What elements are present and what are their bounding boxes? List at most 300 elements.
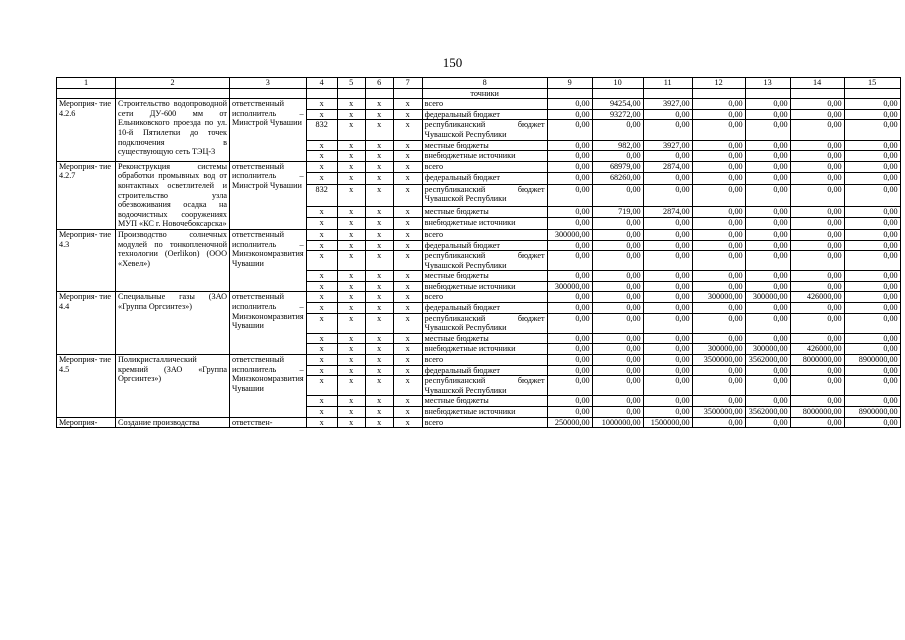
value-cell: 0,00 xyxy=(692,161,745,173)
source-cell: всего xyxy=(422,99,547,110)
value-cell: 982,00 xyxy=(592,140,643,151)
description-cell: Реконструкция системы обработки промывных вод от контактных осветлителей и строительство узла обезвоживания осадка на водоочистных сооружениях МУП «КС г. Новочебоксарска» xyxy=(116,161,230,229)
code-cell: x xyxy=(393,417,422,428)
value-cell: 0,00 xyxy=(790,417,844,428)
value-cell: 0,00 xyxy=(547,99,592,110)
executor-cell: ответственный исполнитель – Минэкономразвития Чувашии xyxy=(230,355,307,418)
code-cell: x xyxy=(337,151,365,162)
code-cell: x xyxy=(337,109,365,120)
value-cell: 0,00 xyxy=(547,251,592,271)
value-cell: 0,00 xyxy=(592,333,643,344)
header-cell: 11 xyxy=(643,78,692,89)
value-cell: 0,00 xyxy=(745,99,790,110)
measure-cell: Мероприя- тие 4.2.7 xyxy=(57,161,116,229)
table-row xyxy=(57,417,901,428)
header-cell: 2 xyxy=(116,78,230,89)
value-cell: 0,00 xyxy=(643,240,692,251)
value-cell: 0,00 xyxy=(790,229,844,240)
code-cell: x xyxy=(306,303,337,314)
value-cell: 0,00 xyxy=(790,206,844,218)
empty-cell xyxy=(547,88,592,99)
code-cell: x xyxy=(337,140,365,151)
value-cell: 0,00 xyxy=(790,313,844,333)
code-cell: x xyxy=(306,333,337,344)
value-cell: 300000,00 xyxy=(692,292,745,303)
value-cell: 0,00 xyxy=(692,271,745,282)
value-cell: 93272,00 xyxy=(592,109,643,120)
value-cell: 300000,00 xyxy=(547,281,592,292)
description-cell: Строительство водопроводной сети ДУ-600 мм от Ельниковского проезда по ул. 10-й Пятилетки до точек подключения в существующую сеть ТЭЦ-3 xyxy=(116,99,230,162)
empty-cell xyxy=(643,88,692,99)
value-cell: 0,00 xyxy=(745,173,790,185)
value-cell: 0,00 xyxy=(844,109,900,120)
value-cell: 68260,00 xyxy=(592,173,643,185)
description-cell: Создание производства xyxy=(116,417,230,428)
code-cell: x xyxy=(337,417,365,428)
value-cell: 0,00 xyxy=(692,376,745,396)
value-cell: 0,00 xyxy=(790,376,844,396)
empty-cell xyxy=(365,88,393,99)
value-cell: 0,00 xyxy=(547,396,592,407)
value-cell: 0,00 xyxy=(745,281,790,292)
code-cell: x xyxy=(337,120,365,140)
code-cell: x xyxy=(365,281,393,292)
value-cell: 0,00 xyxy=(790,365,844,376)
value-cell: 0,00 xyxy=(790,396,844,407)
code-cell: x xyxy=(306,109,337,120)
value-cell: 300000,00 xyxy=(745,344,790,355)
source-cell: республиканский бюджет Чувашской Республики xyxy=(422,251,547,271)
code-cell: x xyxy=(393,365,422,376)
code-cell: x xyxy=(337,173,365,185)
header-cell: 14 xyxy=(790,78,844,89)
code-cell: x xyxy=(306,251,337,271)
value-cell: 0,00 xyxy=(844,240,900,251)
value-cell: 0,00 xyxy=(547,355,592,366)
value-cell: 0,00 xyxy=(844,344,900,355)
value-cell: 2874,00 xyxy=(643,206,692,218)
value-cell: 0,00 xyxy=(844,206,900,218)
source-cell: внебюджетные источники xyxy=(422,344,547,355)
value-cell: 0,00 xyxy=(844,365,900,376)
value-cell: 0,00 xyxy=(692,303,745,314)
source-cell: местные бюджеты xyxy=(422,206,547,218)
value-cell: 0,00 xyxy=(692,229,745,240)
value-cell: 0,00 xyxy=(547,303,592,314)
code-cell: x xyxy=(393,303,422,314)
source-cell: всего xyxy=(422,417,547,428)
value-cell: 0,00 xyxy=(592,365,643,376)
value-cell: 0,00 xyxy=(592,303,643,314)
empty-cell xyxy=(116,88,230,99)
value-cell: 1000000,00 xyxy=(592,417,643,428)
value-cell: 0,00 xyxy=(592,407,643,418)
code-cell: x xyxy=(306,271,337,282)
value-cell: 0,00 xyxy=(643,365,692,376)
value-cell: 0,00 xyxy=(643,218,692,230)
empty-cell xyxy=(337,88,365,99)
value-cell: 0,00 xyxy=(547,173,592,185)
value-cell: 0,00 xyxy=(592,344,643,355)
code-cell: x xyxy=(306,417,337,428)
budget-table xyxy=(56,77,901,428)
value-cell: 0,00 xyxy=(692,173,745,185)
code-cell: x xyxy=(365,313,393,333)
empty-cell xyxy=(230,88,307,99)
value-cell: 0,00 xyxy=(790,184,844,206)
value-cell: 0,00 xyxy=(745,251,790,271)
measure-cell: Мероприя- тие 4.5 xyxy=(57,355,116,418)
empty-cell xyxy=(57,88,116,99)
page-number: 150 xyxy=(442,55,463,70)
value-cell: 0,00 xyxy=(643,376,692,396)
code-cell: x xyxy=(393,376,422,396)
source-cell: республиканский бюджет Чувашской Республики xyxy=(422,376,547,396)
value-cell: 3927,00 xyxy=(643,140,692,151)
value-cell: 8900000,00 xyxy=(844,407,900,418)
code-cell: x xyxy=(306,281,337,292)
value-cell: 426000,00 xyxy=(790,344,844,355)
code-cell: x xyxy=(365,344,393,355)
code-cell: x xyxy=(393,99,422,110)
source-cell: федеральный бюджет xyxy=(422,365,547,376)
code-cell: x xyxy=(365,355,393,366)
value-cell: 0,00 xyxy=(547,161,592,173)
header-cell: 5 xyxy=(337,78,365,89)
code-cell: x xyxy=(365,271,393,282)
value-cell: 0,00 xyxy=(592,151,643,162)
code-cell: x xyxy=(393,281,422,292)
header-cell: 4 xyxy=(306,78,337,89)
value-cell: 0,00 xyxy=(790,140,844,151)
value-cell: 0,00 xyxy=(790,281,844,292)
value-cell: 0,00 xyxy=(547,151,592,162)
code-cell: x xyxy=(306,292,337,303)
code-cell: x xyxy=(337,344,365,355)
value-cell: 0,00 xyxy=(790,303,844,314)
code-cell: x xyxy=(365,109,393,120)
header-cell: 15 xyxy=(844,78,900,89)
description-cell: Производство солнечных модулей по тонкопленочной технологии (Oerlikon) (ООО «Хевел») xyxy=(116,229,230,292)
value-cell: 0,00 xyxy=(592,120,643,140)
empty-cell xyxy=(692,88,745,99)
value-cell: 0,00 xyxy=(745,184,790,206)
value-cell: 8900000,00 xyxy=(844,355,900,366)
table-row xyxy=(57,161,901,173)
source-cell: федеральный бюджет xyxy=(422,173,547,185)
value-cell: 3927,00 xyxy=(643,99,692,110)
code-cell: x xyxy=(306,173,337,185)
code-cell: x xyxy=(365,407,393,418)
value-cell: 0,00 xyxy=(844,140,900,151)
code-cell: x xyxy=(365,140,393,151)
header-cell: 10 xyxy=(592,78,643,89)
value-cell: 0,00 xyxy=(790,333,844,344)
code-cell: x xyxy=(337,218,365,230)
value-cell: 0,00 xyxy=(745,313,790,333)
code-cell: x xyxy=(365,240,393,251)
value-cell: 0,00 xyxy=(745,333,790,344)
measure-cell: Мероприя- xyxy=(57,417,116,428)
value-cell: 0,00 xyxy=(790,251,844,271)
code-cell: x xyxy=(393,292,422,303)
value-cell: 0,00 xyxy=(844,120,900,140)
code-cell: x xyxy=(393,333,422,344)
code-cell: x xyxy=(365,173,393,185)
value-cell: 0,00 xyxy=(692,151,745,162)
value-cell: 0,00 xyxy=(844,281,900,292)
value-cell: 0,00 xyxy=(643,271,692,282)
code-cell: x xyxy=(393,396,422,407)
value-cell: 0,00 xyxy=(745,229,790,240)
value-cell: 0,00 xyxy=(844,218,900,230)
table-row xyxy=(57,292,901,303)
value-cell: 0,00 xyxy=(592,240,643,251)
code-cell: x xyxy=(337,229,365,240)
table-row xyxy=(57,355,901,366)
value-cell: 0,00 xyxy=(547,206,592,218)
code-cell: x xyxy=(365,229,393,240)
value-cell: 250000,00 xyxy=(547,417,592,428)
empty-cell xyxy=(592,88,643,99)
value-cell: 300000,00 xyxy=(745,292,790,303)
code-cell: x xyxy=(306,355,337,366)
value-cell: 0,00 xyxy=(592,281,643,292)
source-cell: местные бюджеты xyxy=(422,271,547,282)
code-cell: x xyxy=(337,376,365,396)
code-cell: x xyxy=(365,333,393,344)
value-cell: 0,00 xyxy=(643,109,692,120)
value-cell: 0,00 xyxy=(643,173,692,185)
code-cell: x xyxy=(393,151,422,162)
source-cell: всего xyxy=(422,229,547,240)
value-cell: 3562000,00 xyxy=(745,407,790,418)
code-cell: x xyxy=(365,251,393,271)
value-cell: 0,00 xyxy=(790,271,844,282)
code-cell: x xyxy=(365,365,393,376)
code-cell: x xyxy=(393,240,422,251)
source-cell: местные бюджеты xyxy=(422,396,547,407)
value-cell: 0,00 xyxy=(692,240,745,251)
value-cell: 2874,00 xyxy=(643,161,692,173)
value-cell: 0,00 xyxy=(547,184,592,206)
value-cell: 426000,00 xyxy=(790,292,844,303)
value-cell: 0,00 xyxy=(643,407,692,418)
value-cell: 68979,00 xyxy=(592,161,643,173)
value-cell: 0,00 xyxy=(692,206,745,218)
empty-cell xyxy=(844,88,900,99)
value-cell: 0,00 xyxy=(592,376,643,396)
table-row xyxy=(57,229,901,240)
value-cell: 0,00 xyxy=(844,333,900,344)
value-cell: 0,00 xyxy=(592,355,643,366)
value-cell: 0,00 xyxy=(592,184,643,206)
code-cell: x xyxy=(365,376,393,396)
code-cell: x xyxy=(393,184,422,206)
value-cell: 0,00 xyxy=(844,303,900,314)
value-cell: 0,00 xyxy=(643,251,692,271)
code-cell: x xyxy=(306,99,337,110)
code-cell: x xyxy=(393,120,422,140)
value-cell: 0,00 xyxy=(745,218,790,230)
value-cell: 0,00 xyxy=(692,396,745,407)
source-cell: всего xyxy=(422,355,547,366)
header-cell: 1 xyxy=(57,78,116,89)
value-cell: 0,00 xyxy=(745,109,790,120)
value-cell: 0,00 xyxy=(745,151,790,162)
code-cell: x xyxy=(337,161,365,173)
value-cell: 8000000,00 xyxy=(790,355,844,366)
value-cell: 0,00 xyxy=(745,271,790,282)
source-cell: всего xyxy=(422,292,547,303)
code-cell: x xyxy=(306,218,337,230)
executor-cell: ответственный исполнитель – Минстрой Чувашии xyxy=(230,99,307,162)
code-cell: x xyxy=(337,303,365,314)
value-cell: 0,00 xyxy=(745,120,790,140)
carry-row xyxy=(57,88,901,99)
value-cell: 0,00 xyxy=(547,109,592,120)
value-cell: 0,00 xyxy=(745,376,790,396)
value-cell: 0,00 xyxy=(692,313,745,333)
value-cell: 0,00 xyxy=(745,240,790,251)
value-cell: 0,00 xyxy=(844,184,900,206)
executor-cell: ответственный исполнитель – Минэкономразвития Чувашии xyxy=(230,229,307,292)
measure-cell: Мероприя- тие 4.4 xyxy=(57,292,116,355)
source-cell: федеральный бюджет xyxy=(422,109,547,120)
code-cell: x xyxy=(337,292,365,303)
executor-cell: ответственный исполнитель – Минэкономразвития Чувашии xyxy=(230,292,307,355)
value-cell: 0,00 xyxy=(745,365,790,376)
header-cell: 3 xyxy=(230,78,307,89)
header-cell: 9 xyxy=(547,78,592,89)
source-cell: внебюджетные источники xyxy=(422,281,547,292)
value-cell: 0,00 xyxy=(692,365,745,376)
value-cell: 0,00 xyxy=(692,281,745,292)
code-cell: x xyxy=(337,184,365,206)
value-cell: 0,00 xyxy=(547,376,592,396)
value-cell: 0,00 xyxy=(745,140,790,151)
value-cell: 0,00 xyxy=(547,120,592,140)
executor-cell: ответствен- xyxy=(230,417,307,428)
value-cell: 8000000,00 xyxy=(790,407,844,418)
source-cell: местные бюджеты xyxy=(422,333,547,344)
code-cell: x xyxy=(365,417,393,428)
value-cell: 0,00 xyxy=(745,396,790,407)
value-cell: 0,00 xyxy=(790,240,844,251)
value-cell: 0,00 xyxy=(844,229,900,240)
code-cell: x xyxy=(393,173,422,185)
empty-cell xyxy=(393,88,422,99)
empty-cell xyxy=(790,88,844,99)
value-cell: 0,00 xyxy=(745,303,790,314)
value-cell: 0,00 xyxy=(844,376,900,396)
value-cell: 0,00 xyxy=(692,251,745,271)
source-cell: внебюджетные источники xyxy=(422,407,547,418)
code-cell: x xyxy=(393,206,422,218)
value-cell: 0,00 xyxy=(844,417,900,428)
header-cell: 12 xyxy=(692,78,745,89)
value-cell: 0,00 xyxy=(692,333,745,344)
source-cell: всего xyxy=(422,161,547,173)
header-cell: 7 xyxy=(393,78,422,89)
value-cell: 3500000,00 xyxy=(692,355,745,366)
code-cell: x xyxy=(393,109,422,120)
value-cell: 0,00 xyxy=(692,109,745,120)
value-cell: 0,00 xyxy=(790,218,844,230)
value-cell: 0,00 xyxy=(592,218,643,230)
header-row xyxy=(57,78,901,89)
code-cell: x xyxy=(365,206,393,218)
value-cell: 0,00 xyxy=(592,251,643,271)
value-cell: 0,00 xyxy=(692,120,745,140)
value-cell: 0,00 xyxy=(745,417,790,428)
code-cell: x xyxy=(393,407,422,418)
value-cell: 300000,00 xyxy=(547,229,592,240)
source-cell: внебюджетные источники xyxy=(422,218,547,230)
empty-cell xyxy=(306,88,337,99)
value-cell: 0,00 xyxy=(790,161,844,173)
code-cell: x xyxy=(393,344,422,355)
code-cell: x xyxy=(306,313,337,333)
code-cell: x xyxy=(365,99,393,110)
code-cell: x xyxy=(365,303,393,314)
code-cell: x xyxy=(365,120,393,140)
value-cell: 0,00 xyxy=(692,140,745,151)
code-cell: x xyxy=(337,396,365,407)
code-cell: x xyxy=(306,151,337,162)
value-cell: 0,00 xyxy=(844,271,900,282)
source-cell: республиканский бюджет Чувашской Республики xyxy=(422,120,547,140)
value-cell: 1500000,00 xyxy=(643,417,692,428)
code-cell: x xyxy=(365,184,393,206)
value-cell: 0,00 xyxy=(592,313,643,333)
value-cell: 0,00 xyxy=(643,355,692,366)
value-cell: 0,00 xyxy=(643,184,692,206)
value-cell: 0,00 xyxy=(790,151,844,162)
value-cell: 0,00 xyxy=(643,120,692,140)
value-cell: 0,00 xyxy=(790,173,844,185)
description-cell: Специальные газы (ЗАО «Группа Оргсинтез») xyxy=(116,292,230,355)
value-cell: 0,00 xyxy=(643,313,692,333)
value-cell: 0,00 xyxy=(692,218,745,230)
code-cell: x xyxy=(337,355,365,366)
header-cell: 6 xyxy=(365,78,393,89)
value-cell: 0,00 xyxy=(592,292,643,303)
value-cell: 0,00 xyxy=(844,251,900,271)
code-cell: x xyxy=(306,161,337,173)
value-cell: 0,00 xyxy=(844,161,900,173)
value-cell: 0,00 xyxy=(643,292,692,303)
code-cell: x xyxy=(306,396,337,407)
code-cell: x xyxy=(337,251,365,271)
code-cell: x xyxy=(365,292,393,303)
code-cell: x xyxy=(306,206,337,218)
value-cell: 0,00 xyxy=(547,271,592,282)
code-cell: x xyxy=(393,271,422,282)
value-cell: 0,00 xyxy=(547,333,592,344)
value-cell: 94254,00 xyxy=(592,99,643,110)
value-cell: 0,00 xyxy=(790,99,844,110)
value-cell: 0,00 xyxy=(547,365,592,376)
value-cell: 0,00 xyxy=(547,240,592,251)
source-cell: федеральный бюджет xyxy=(422,303,547,314)
value-cell: 0,00 xyxy=(745,161,790,173)
code-cell: x xyxy=(337,206,365,218)
table-row xyxy=(57,99,901,110)
value-cell: 3562000,00 xyxy=(745,355,790,366)
code-cell: x xyxy=(337,313,365,333)
code-cell: x xyxy=(393,355,422,366)
